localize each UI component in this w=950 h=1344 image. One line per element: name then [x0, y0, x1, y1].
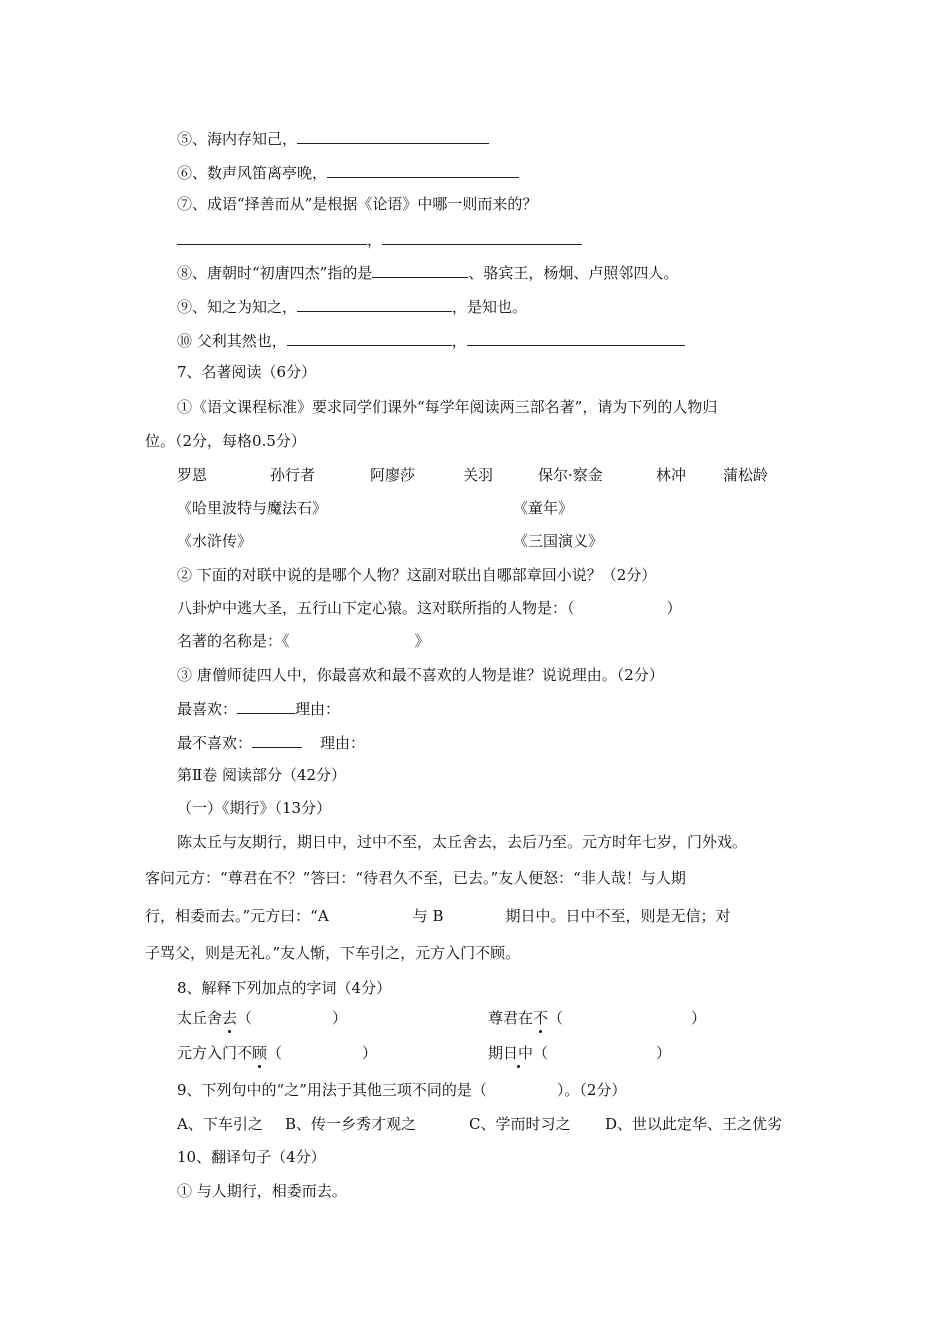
q6-item5	[177, 128, 489, 149]
book-title: 《童年》	[513, 499, 574, 517]
character-name: 保尔·察金	[538, 466, 603, 484]
word-context: 尊君在	[488, 1009, 534, 1027]
close-paren: ）	[691, 1009, 707, 1027]
reason-label: 理由：	[295, 700, 341, 718]
open-paren: （	[533, 1044, 549, 1062]
passage-line: 子骂父，则是无礼。”友人惭，下车引之，元方入门不顾。	[145, 944, 521, 962]
couplet-text: 八卦炉中逃大圣，五行山下定心猿。这对联所指的人物是：（	[177, 599, 575, 617]
dotted-word: 顾	[252, 1044, 268, 1062]
q10-item1: ① 与人期行，相委而去。	[177, 1182, 347, 1200]
dotted-word: 日中	[503, 1044, 534, 1062]
word-context: 元方入门不	[177, 1044, 253, 1062]
answer-blank[interactable]	[252, 732, 302, 748]
book-name-pre: 名著的名称是：《	[177, 632, 290, 650]
dotted-word: 去	[222, 1009, 238, 1027]
q8-word1	[177, 1008, 347, 1028]
q7-sub2: ② 下面的对联中说的是哪个人物？这副对联出自哪部章回小说？（2分）	[177, 566, 657, 584]
character-name: 蒲松龄	[723, 466, 769, 484]
open-paren: （	[548, 1009, 564, 1027]
close-paren: ）	[362, 1044, 378, 1062]
answer-blank[interactable]	[297, 128, 489, 144]
word-context: 期	[488, 1044, 504, 1062]
section1-title: （一）《期行》（13分）	[177, 799, 332, 817]
q9-option: D、世以此定华、王之优劣	[605, 1115, 783, 1133]
part2-title: 第Ⅱ卷 阅读部分（42分）	[177, 766, 347, 784]
q8-word3	[177, 1043, 377, 1063]
q6-item10-pre: ⑩ 父利其然也，	[177, 332, 287, 350]
answer-blank[interactable]	[177, 229, 367, 245]
close-paren: ）	[656, 1044, 672, 1062]
close-paren: ）	[666, 599, 682, 617]
separator: ，	[367, 231, 383, 249]
q8-word4	[488, 1043, 671, 1063]
close-paren: ）	[332, 1009, 348, 1027]
answer-blank[interactable]	[297, 296, 452, 312]
character-name: 林冲	[656, 466, 687, 484]
open-paren: （	[237, 1009, 253, 1027]
passage-line	[145, 906, 730, 926]
q6-item9-post: ，是知也。	[452, 298, 528, 316]
q7-sub1-line2: 位。（2分，每格0.5分）	[145, 432, 306, 450]
character-name: 孙行者	[270, 466, 316, 484]
word-context: 太丘舍	[177, 1009, 223, 1027]
passage-line: 客问元方：“尊君在不？”答曰：“待君久不至，已去。”友人便怒：“非人哉！与人期	[145, 869, 686, 887]
passage-seg-a: 行，相委而去。”元方曰：“A	[145, 907, 329, 925]
favorite-label: 最喜欢：	[177, 700, 238, 718]
answer-blank[interactable]	[287, 330, 452, 346]
q7-sub1-line1: ①《语文课程标准》要求同学们课外“每学年阅读两三部名著”，请为下列的人物归	[177, 398, 718, 416]
q7-title: 7、名著阅读（6分）	[177, 363, 317, 381]
answer-blank[interactable]	[372, 262, 468, 278]
q6-item6-text: ⑥、数声风笛离亭晚，	[177, 164, 328, 182]
character-name: 阿廖莎	[370, 466, 416, 484]
q7-sub3: ③ 唐僧师徒四人中，你最喜欢和最不喜欢的人物是谁？说说理由。（2分）	[177, 666, 664, 684]
least-favorite-label: 最不喜欢：	[177, 734, 253, 752]
reason-label: 理由：	[320, 734, 366, 752]
q6-item8-post: 、骆宾王，杨炯、卢照邻四人。	[468, 264, 679, 282]
book-name-post: 》	[414, 632, 430, 650]
answer-blank[interactable]	[382, 229, 582, 245]
passage-seg-b: 与 B	[412, 907, 444, 925]
q10-title: 10、翻译句子（4分）	[177, 1148, 326, 1166]
q6-item6	[177, 162, 519, 183]
character-name: 罗恩	[177, 466, 208, 484]
book-title: 《三国演义》	[513, 532, 604, 550]
q8-word2	[488, 1008, 706, 1028]
q6-item5-text: ⑤、海内存知己，	[177, 130, 298, 148]
passage-line: 陈太丘与友期行，期日中，过中不至，太丘舍去，去后乃至。元方时年七岁，门外戏。	[177, 833, 748, 851]
answer-blank[interactable]	[327, 162, 519, 178]
q9-option: B、传一乡秀才观之	[285, 1115, 417, 1133]
q6-item10	[177, 330, 685, 351]
book-title: 《水浒传》	[177, 532, 253, 550]
q6-item8	[177, 262, 678, 283]
character-name: 关羽	[463, 466, 494, 484]
answer-blank[interactable]	[237, 698, 295, 714]
q9-option: A、下车引之	[177, 1115, 263, 1133]
q6-item9-pre: ⑨、知之为知之，	[177, 298, 298, 316]
q8-title: 8、解释下列加点的字词（4分）	[177, 979, 392, 997]
q7-least-favorite	[177, 732, 365, 753]
q6-item8-pre: ⑧、唐朝时“初唐四杰”指的是	[177, 264, 373, 282]
q9-title	[177, 1080, 626, 1100]
answer-blank[interactable]	[467, 330, 685, 346]
passage-seg-c: 期日中。日中不至，则是无信；对	[505, 907, 731, 925]
q9-option: C、学而时习之	[469, 1115, 571, 1133]
q7-favorite	[177, 698, 340, 719]
q7-couplet	[177, 598, 682, 618]
separator: ，	[451, 332, 467, 350]
dotted-word: 不	[533, 1009, 549, 1027]
book-title: 《哈里波特与魔法石》	[177, 499, 328, 517]
q6-item7-answer	[177, 229, 582, 250]
q7-book-name	[177, 631, 430, 651]
open-paren: （	[267, 1044, 283, 1062]
q6-item7: ⑦、成语“择善而从”是根据《论语》中哪一则而来的？	[177, 195, 538, 213]
q9-title-post: ）。（2分）	[556, 1081, 627, 1099]
q9-title-pre: 9、下列句中的“之”用法于其他三项不同的是（	[177, 1081, 487, 1099]
q6-item9	[177, 296, 527, 317]
